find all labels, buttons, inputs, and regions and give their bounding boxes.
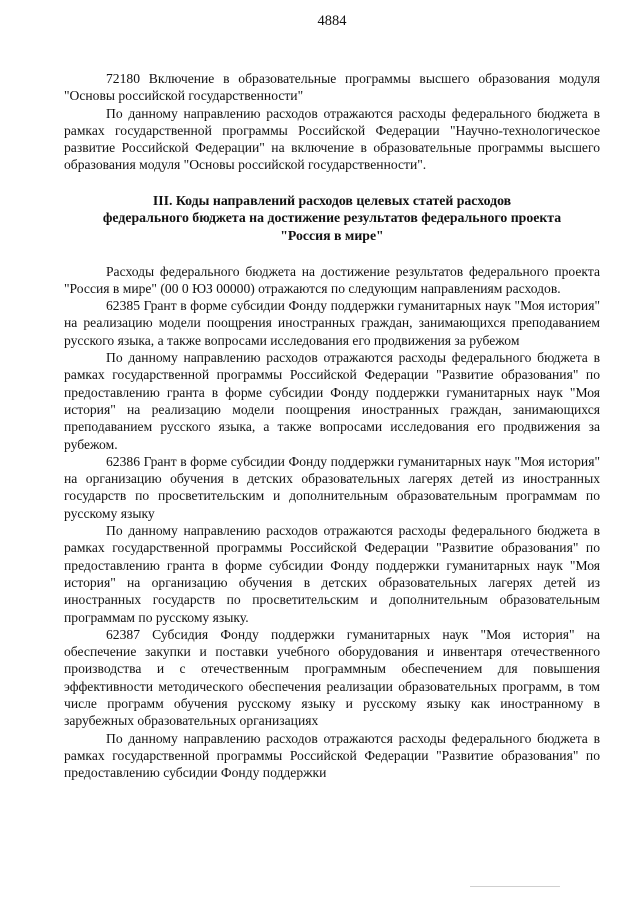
paragraph-62386-description: По данному направлению расходов отражаются расходы федерального бюджета в рамках государственной программы Российской Федерации "Развитие образования" по предоставлению гранта в форме субсидии Фонду поддержки гуманитарных наук "Моя история" на организацию обучения в детских образовательных лагерях детей из иностранных государств по просветительским и дополнительным образовательным программам по русскому языку.	[64, 523, 600, 625]
paragraph-62386-title: 62386 Грант в форме субсидии Фонду поддержки гуманитарных наук "Моя история" на организацию обучения в детских образовательных лагерях детей из иностранных государств по просветительским и дополнительным образовательным программам по русскому языку	[64, 453, 600, 521]
section-heading	[64, 192, 600, 245]
section-heading-line-1: III. Коды направлений расходов целевых статей расходов	[152, 192, 512, 208]
paragraph-72180-title: 72180 Включение в образовательные программы высшего образования модуля "Основы российской государственности"	[64, 71, 600, 104]
page-number: 4884	[317, 13, 347, 29]
paragraph-62387-title: 62387 Субсидия Фонду поддержки гуманитарных наук "Моя история" на обеспечение закупки и поставки учебного оборудования и инвентаря отечественного производства и с отечественным программным обеспечением для повышения эффективности методического обеспечения реализации образовательных программ, в том числе программ обучения русскому языку и русскому языку как иностранному в зарубежных образовательных организациях	[64, 626, 600, 729]
paragraph-62387-description: По данному направлению расходов отражаются расходы федерального бюджета в рамках государственной программы Российской Федерации "Развитие образования" по предоставлению субсидии Фонду поддержки	[64, 730, 600, 781]
paragraph-intro: Расходы федерального бюджета на достижение результатов федерального проекта "Россия в мире" (00 0 ЮЗ 00000) отражаются по следующим направлениям расходов.	[64, 263, 600, 296]
document-body	[64, 70, 600, 781]
section-heading-line-3: "Россия в мире"	[280, 227, 384, 243]
paragraph-72180-description: По данному направлению расходов отражаются расходы федерального бюджета в рамках государственной программы Российской Федерации "Научно-технологическое развитие Российской Федерации" на включение в образовательные программы высшего образования модуля "Основы российской государственности".	[64, 105, 600, 173]
scan-edge-line	[470, 886, 560, 887]
paragraph-62385-title: 62385 Грант в форме субсидии Фонду поддержки гуманитарных наук "Моя история" на реализацию модели поощрения иностранных граждан, занимающихся преподаванием русского языка, а также вопросами исследования его продвижения за рубежом	[64, 298, 600, 348]
paragraph-62385-description: По данному направлению расходов отражаются расходы федерального бюджета в рамках государственной программы Российской Федерации "Развитие образования" по предоставлению гранта в форме субсидии Фонду поддержки гуманитарных наук "Моя история" на реализацию модели поощрения иностранных граждан, занимающихся преподаванием русского языка, а также вопросами исследования его продвижения за рубежом.	[64, 350, 600, 452]
section-heading-line-2: федерального бюджета на достижение результатов федерального проекта	[102, 210, 562, 226]
